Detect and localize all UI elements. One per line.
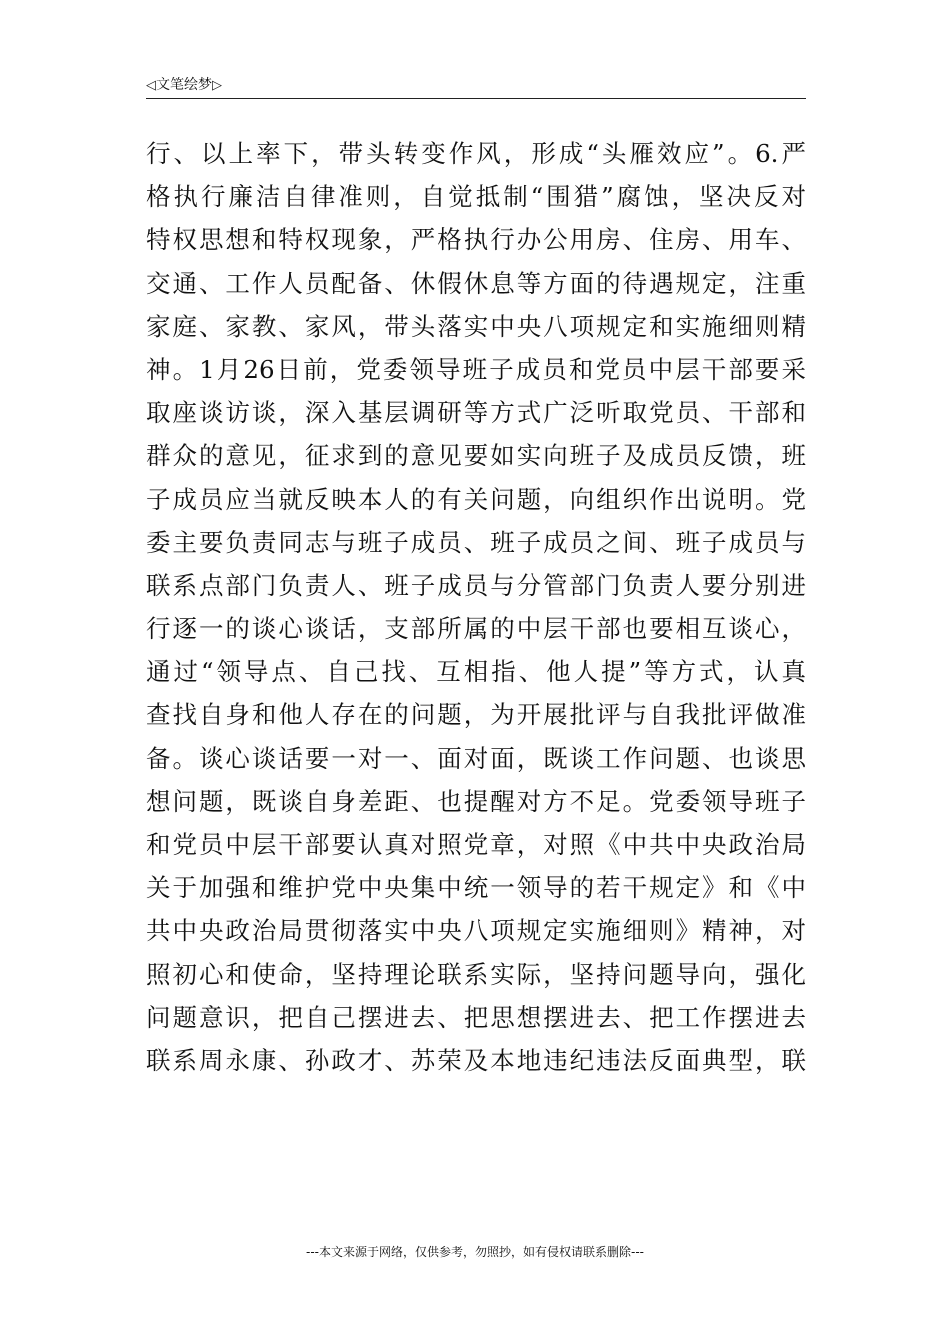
body-line: 关于加强和维护党中央集中统一领导的若干规定》和《中	[146, 873, 806, 903]
body-line: 行、以上率下，带头转变作风，形成“头雁效应”。6.严	[146, 139, 806, 168]
body-line: 取座谈访谈，深入基层调研等方式广泛听取党员、干部和	[146, 398, 806, 428]
body-line: 行逐一的谈心谈话，支部所属的中层干部也要相互谈心，	[146, 614, 806, 644]
body-line: 神。1月26日前，党委领导班子成员和党员中层干部要采	[146, 354, 806, 384]
footer-disclaimer: ---本文来源于网络，仅供参考，勿照抄，如有侵权请联系删除---	[306, 1245, 644, 1259]
body-line: 群众的意见，征求到的意见要如实向班子及成员反馈，班	[146, 441, 806, 471]
body-line: 家庭、家教、家风，带头落实中央八项规定和实施细则精	[146, 311, 806, 341]
body-line: 委主要负责同志与班子成员、班子成员之间、班子成员与	[146, 527, 806, 557]
body-line: 联系点部门负责人、班子成员与分管部门负责人要分别进	[146, 570, 806, 600]
body-line: 想问题，既谈自身差距、也提醒对方不足。党委领导班子	[146, 786, 806, 816]
body-line: 格执行廉洁自律准则，自觉抵制“围猎”腐蚀，坚决反对	[146, 182, 806, 212]
header-divider	[146, 98, 806, 99]
body-line: 特权思想和特权现象，严格执行办公用房、住房、用车、	[146, 225, 806, 255]
body-line: 通过“领导点、自己找、互相指、他人提”等方式，认真	[146, 657, 806, 687]
left-triangle-icon: ◁	[146, 78, 156, 93]
body-line: 子成员应当就反映本人的有关问题，向组织作出说明。党	[146, 484, 806, 514]
body-line: 备。谈心谈话要一对一、面对面，既谈工作问题、也谈思	[146, 743, 806, 773]
right-triangle-icon: ▷	[212, 78, 222, 93]
body-line: 照初心和使命，坚持理论联系实际，坚持问题导向，强化	[146, 959, 806, 989]
body-line: 和党员中层干部要认真对照党章，对照《中共中央政治局	[146, 830, 806, 859]
page-header	[146, 74, 806, 98]
document-body	[146, 132, 806, 1082]
body-line: 查找自身和他人存在的问题，为开展批评与自我批评做准	[146, 700, 806, 730]
body-line: 问题意识，把自己摆进去、把思想摆进去、把工作摆进去	[146, 1002, 806, 1032]
header-brand	[146, 74, 222, 97]
body-line: 交通、工作人员配备、休假休息等方面的待遇规定，注重	[146, 268, 806, 298]
body-line: 共中央政治局贯彻落实中央八项规定实施细则》精神，对	[146, 916, 806, 946]
body-line: 联系周永康、孙政才、苏荣及本地违纪违法反面典型，联	[146, 1045, 806, 1075]
brand-name: 文笔绘梦	[156, 77, 212, 93]
